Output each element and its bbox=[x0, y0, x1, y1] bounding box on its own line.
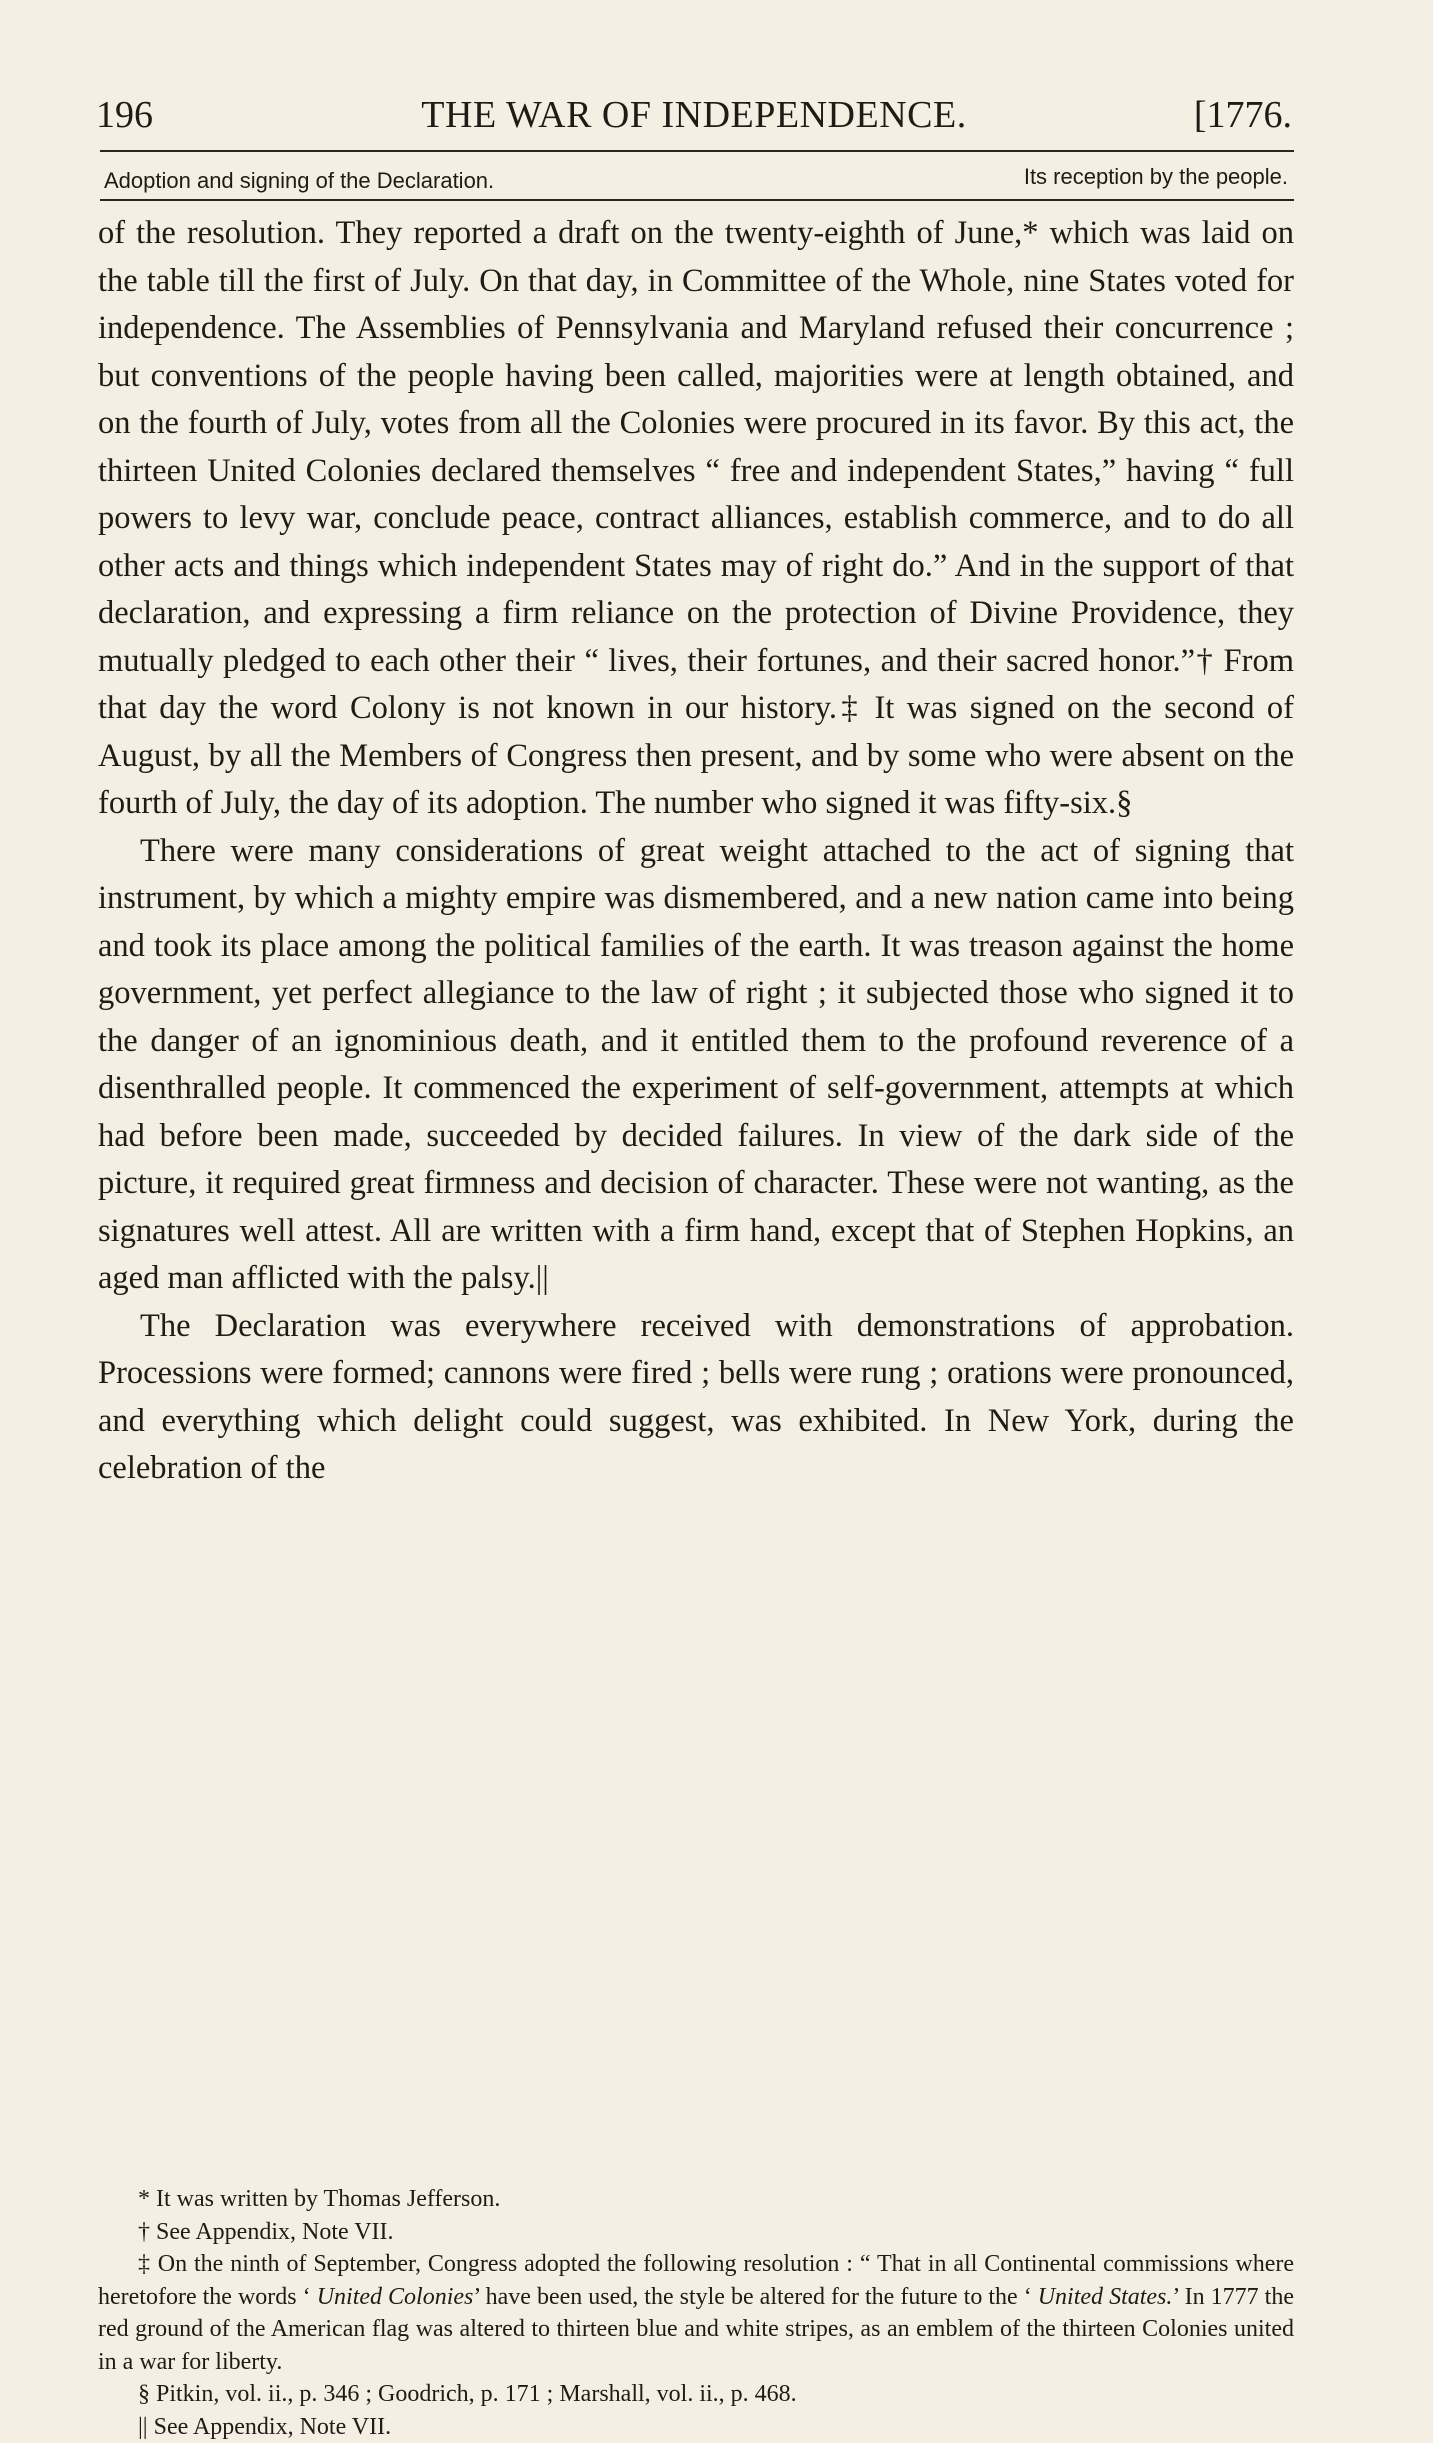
sidenote-right: Its reception by the people. bbox=[1024, 155, 1288, 199]
footnote-3-text-c: ’ have been used, the style be altered for the future to the ‘ bbox=[473, 2284, 1037, 2310]
header-rule-top bbox=[100, 150, 1294, 152]
footnote-3-text-a: ‡ On the ninth of September, Congress adopted the following resolution : “ That in all Continental commissions where heretofore the words ‘ bbox=[98, 2251, 1294, 2310]
running-year: [1776. bbox=[1194, 90, 1292, 140]
paragraph-2: There were many considerations of great weight attached to the act of signing that instrument, by which a mighty empire was dismembered, and a new nation came into being and took its place among the political families of the earth. It was treason against the home government, yet perfect allegiance to the law of right ; it subjected those who signed it to the danger of an ignominious death, and it entitled them to the profound reverence of a disenthralled people. It commenced the experiment of self-government, attempts at which had before been made, succeeded by decided failures. In view of the dark side of the picture, it required great firmness and decision of character. These were not wanting, as the signatures well attest. All are written with a firm hand, except that of Stephen Hopkins, an aged man afflicted with the palsy.|| bbox=[98, 828, 1294, 1303]
footnotes bbox=[98, 2183, 1294, 2443]
running-head bbox=[96, 90, 1292, 140]
paragraph-3: The Declaration was everywhere received with demonstrations of approbation. Processions were formed; cannons were fired ; bells were rung ; orations were pronounced, and everything which delight could suggest, was exhibited. In New York, during the celebration of the bbox=[98, 1303, 1294, 1493]
footnote-1: * It was written by Thomas Jefferson. bbox=[98, 2183, 1294, 2216]
page-number: 196 bbox=[96, 90, 153, 140]
footnote-3-italic-united-states: United States. bbox=[1038, 2284, 1173, 2310]
sidenote-bar bbox=[100, 155, 1292, 199]
footnote-5: || See Appendix, Note VII. bbox=[98, 2411, 1294, 2443]
header-rule-bottom bbox=[100, 199, 1294, 201]
footnote-3-italic-united-colonies: United Colonies bbox=[317, 2284, 474, 2310]
footnote-3 bbox=[98, 2248, 1294, 2378]
sidenote-left: Adoption and signing of the Declaration. bbox=[104, 159, 494, 203]
paragraph-1: of the resolution. They reported a draft on the twenty-eighth of June,* which was laid on the table till the first of July. On that day, in Committee of the Whole, nine States voted for independence. The Assemblies of Pennsylvania and Maryland refused their concurrence ; but conventions of the people having been called, majorities were at length obtained, and on the fourth of July, votes from all the Colonies were procured in its favor. By this act, the thirteen United Colonies declared themselves “ free and independent States,” having “ full powers to levy war, conclude peace, contract alliances, establish commerce, and to do all other acts and things which independent States may of right do.” And in the support of that declaration, and expressing a firm reliance on the protection of Divine Providence, they mutually pledged to each other their “ lives, their fortunes, and their sacred honor.”† From that day the word Colony is not known in our history.‡ It was signed on the second of August, by all the Members of Congress then present, and by some who were absent on the fourth of July, the day of its adoption. The number who signed it was fifty-six.§ bbox=[98, 210, 1294, 828]
footnote-2: † See Appendix, Note VII. bbox=[98, 2216, 1294, 2249]
footnote-3-text-e: ’ In 1777 the red ground of the American flag was altered to thirteen blue and white stripes, as an emblem of the thirteen Colonies united in a war for liberty. bbox=[98, 2284, 1294, 2375]
body-text bbox=[98, 210, 1294, 1493]
footnote-4: § Pitkin, vol. ii., p. 346 ; Goodrich, p. 171 ; Marshall, vol. ii., p. 468. bbox=[98, 2378, 1294, 2411]
running-title: THE WAR OF INDEPENDENCE. bbox=[96, 90, 1292, 140]
